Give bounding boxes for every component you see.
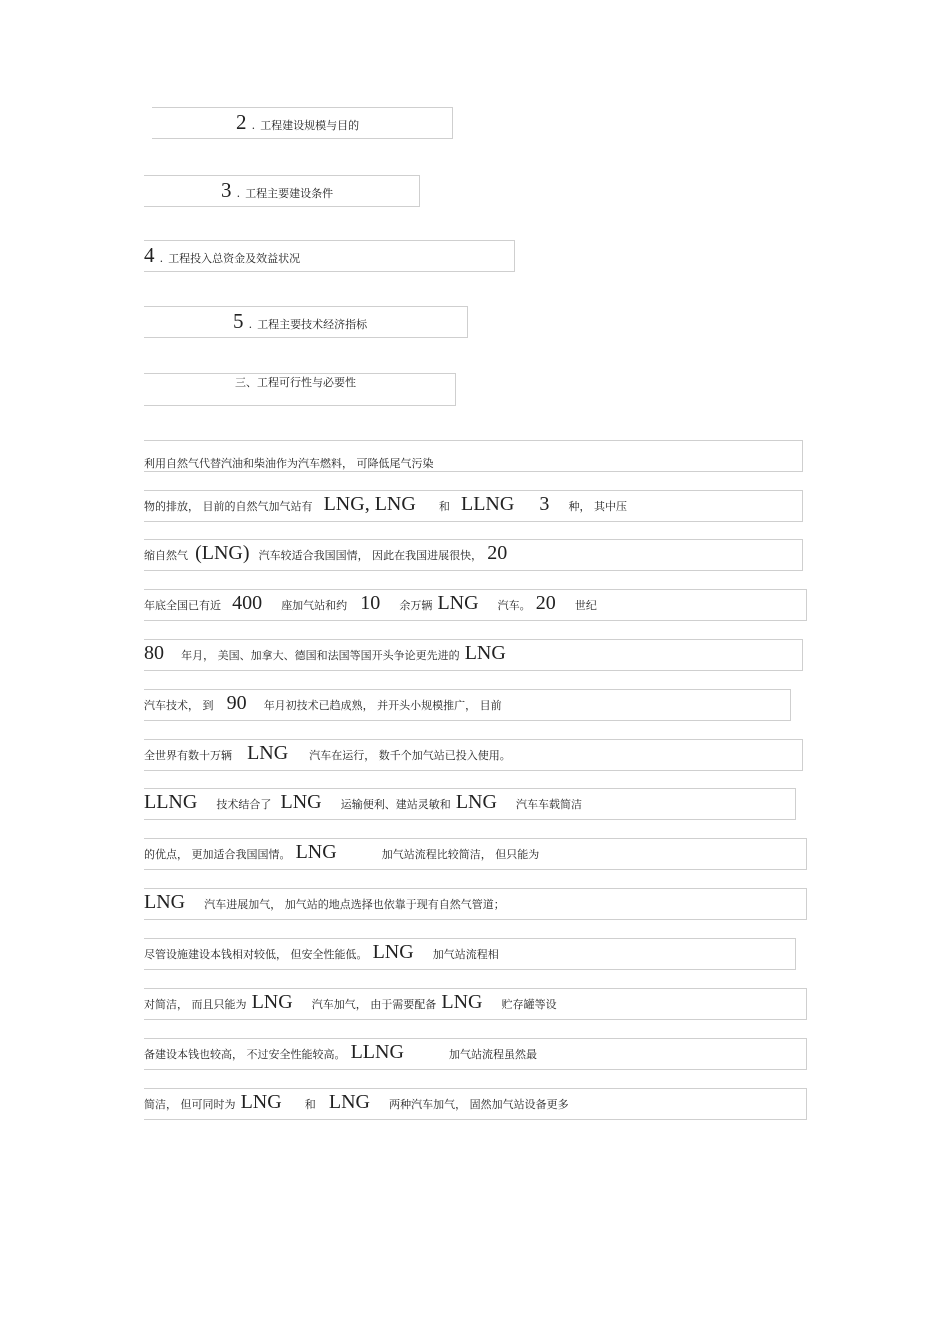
paragraph-line-4: 年底全国已有近 400 座加气站和约 10 余万辆 LNG 汽车。 20 世纪 <box>144 592 597 614</box>
heading-5: 5 . 工程主要技术经济指标 <box>233 309 368 333</box>
paragraph-line-12: 对简洁， 而且只能为 LNG 汽车加气， 由于需要配备 LNG 贮存罐等设 <box>144 991 557 1013</box>
paragraph-line-5: 80 年月， 美国、加拿大、德国和法国等国开头争论更先进的 LNG <box>144 642 506 664</box>
section-title: 三、工程可行性与必要性 <box>235 376 356 389</box>
paragraph-line-10: LNG 汽车进展加气， 加气站的地点选择也依靠于现有自然气管道； <box>144 891 505 913</box>
paragraph-line-14: 简洁， 但可同时为 LNG 和 LNG 两种汽车加气， 固然加气站设备更多 <box>144 1091 569 1113</box>
paragraph-line-8: LLNG 技术结合了 LNG 运输便利、建站灵敏和 LNG 汽车车载简洁 <box>144 791 583 813</box>
paragraph-line-7: 全世界有数十万辆 LNG 汽车在运行， 数千个加气站已投入使用。 <box>144 742 511 764</box>
paragraph-line-11: 尽管设施建设本钱相对较低， 但安全性能低。 LNG 加气站流程相 <box>144 941 499 963</box>
paragraph-line-6: 汽车技术， 到 90 年月初技术已趋成熟， 并开头小规模推广， 目前 <box>144 692 502 714</box>
paragraph-line-13: 备建设本钱也较高， 不过安全性能较高。 LLNG 加气站流程虽然最 <box>144 1041 538 1063</box>
heading-3: 3 . 工程主要建设条件 <box>221 178 334 202</box>
heading-4: 4 . 工程投入总资金及效益状况 <box>144 243 301 267</box>
paragraph-line-3: 缩自然气 (LNG) 汽车较适合我国国情， 因此在我国进展很快， 20 <box>144 542 508 564</box>
paragraph-line-2: 物的排放， 目前的自然气加气站有 LNG, LNG 和 LLNG 3 种， 其中压 <box>144 493 628 515</box>
paragraph-line-1: 利用自然气代替汽油和柴油作为汽车燃料， 可降低尾气污染 <box>144 457 434 470</box>
paragraph-line-9: 的优点， 更加适合我国国情。 LNG 加气站流程比较简洁， 但只能为 <box>144 841 540 863</box>
heading-2: 2 . 工程建设规模与目的 <box>236 110 360 134</box>
